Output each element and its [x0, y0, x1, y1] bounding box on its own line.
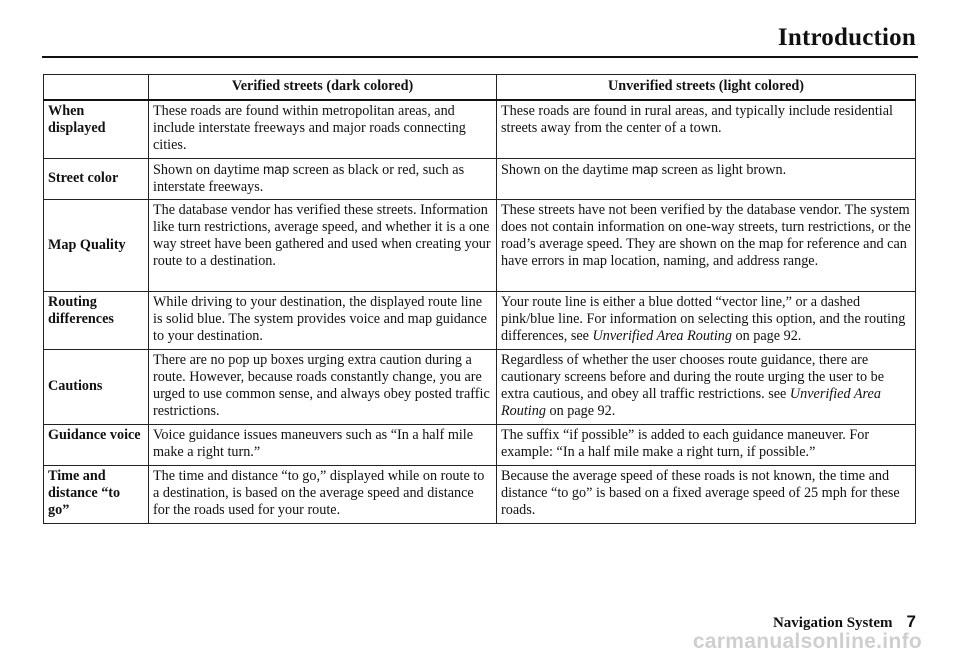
page-reference: Unverified Area Routing — [592, 328, 732, 344]
column-header-unverified: Unverified streets (light colored) — [497, 75, 916, 101]
verified-cell: The database vendor has verified these streets. Information like turn restrictions, average speed, and whether it is a one way street have been gathered and used when creating your route to a destination. — [149, 200, 497, 292]
verified-cell: While driving to your destination, the displayed route line is solid blue. The system provides voice and map guidance to your destination. — [149, 292, 497, 350]
comparison-table — [43, 74, 916, 524]
cell-text: screen as black or red, such as interstate freeways. — [153, 162, 465, 195]
verified-cell — [149, 159, 497, 200]
watermark: carmanualsonline.info — [692, 630, 922, 653]
cell-text: Your route line is either a blue dotted “vector line,” or a dashed pink/blue line. For information on selecting this option, and the routing differences, see — [501, 294, 906, 344]
title-divider — [42, 56, 918, 58]
column-header-empty — [44, 75, 149, 101]
table-row — [44, 466, 916, 524]
cell-text: screen as light brown. — [658, 162, 787, 178]
cell-text: Shown on daytime — [153, 162, 263, 178]
cell-text: Regardless of whether the user chooses route guidance, there are cautionary screens before and during the route urging the user to be extra cautious, and obey all traffic restrictions. see — [501, 352, 885, 402]
unverified-cell: These roads are found in rural areas, and typically include residential streets away from the center of a town. — [497, 100, 916, 159]
page-number: 7 — [906, 612, 916, 631]
row-label: Map Quality — [44, 200, 149, 292]
cell-text: on page 92. — [732, 328, 802, 344]
row-label: Cautions — [44, 350, 149, 425]
table-row — [44, 200, 916, 292]
table-header-row — [44, 75, 916, 101]
page-reference: Unverified Area Routing — [501, 386, 881, 419]
table-row — [44, 100, 916, 159]
unverified-cell — [497, 292, 916, 350]
page-title: Introduction — [777, 24, 916, 51]
verified-cell: These roads are found within metropolitan areas, and include interstate freeways and major roads connecting cities. — [149, 100, 497, 159]
unverified-cell — [497, 159, 916, 200]
row-label: Guidance voice — [44, 425, 149, 466]
table-row — [44, 350, 916, 425]
map-keyword: map — [631, 162, 659, 177]
unverified-cell: Because the average speed of these roads is not known, the time and distance “to go” is based on a fixed average speed of 25 mph for these roads. — [497, 466, 916, 524]
row-label: Time and distance “to go” — [44, 466, 149, 524]
cell-text: Shown on the daytime — [501, 162, 632, 178]
row-label: Street color — [44, 159, 149, 200]
table-row — [44, 292, 916, 350]
verified-cell: Voice guidance issues maneuvers such as “In a half mile make a right turn.” — [149, 425, 497, 466]
verified-cell: There are no pop up boxes urging extra caution during a route. However, because roads constantly change, you are urged to use common sense, and always obey posted traffic restrictions. — [149, 350, 497, 425]
unverified-cell — [497, 350, 916, 425]
unverified-cell: These streets have not been verified by the database vendor. The system does not contain information on one-way streets, turn restrictions, or the road’s average speed. They are shown on the map for reference and can have errors in map location, naming, and address range. — [497, 200, 916, 292]
map-keyword: map — [262, 162, 290, 177]
table-row — [44, 159, 916, 200]
footer-section-title: Navigation System — [772, 615, 893, 631]
verified-cell: The time and distance “to go,” displayed while on route to a destination, is based on the average speed and distance for the roads used for your route. — [149, 466, 497, 524]
page-footer — [773, 612, 916, 632]
unverified-cell: The suffix “if possible” is added to each guidance maneuver. For example: “In a half mile make a right turn, if possible.” — [497, 425, 916, 466]
column-header-verified: Verified streets (dark colored) — [149, 75, 497, 101]
row-label: When displayed — [44, 100, 149, 159]
cell-text: on page 92. — [545, 403, 616, 419]
row-label: Routing differences — [44, 292, 149, 350]
table-row — [44, 425, 916, 466]
